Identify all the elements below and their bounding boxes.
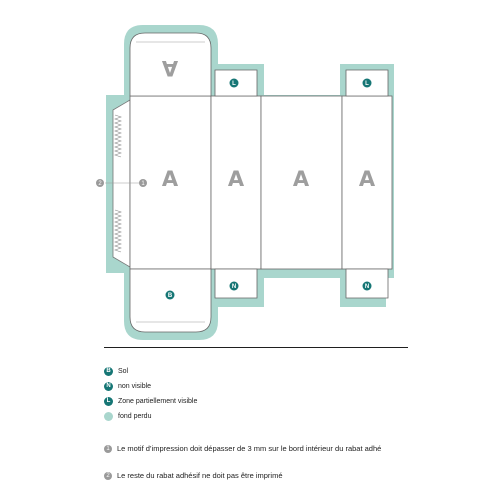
legend-label: Sol — [118, 367, 129, 375]
legend-label: fond perdu — [118, 412, 152, 420]
badge-partial-2: L — [365, 80, 369, 87]
note-number: 2 — [104, 472, 112, 480]
panel-letter-lid: A — [161, 56, 179, 80]
panel-letter-3: A — [292, 167, 310, 191]
note-text: Le motif d’impression doit dépasser de 3 mm sur le bord intérieur du rabat adhé — [117, 444, 382, 453]
legend-item-non-visible — [104, 381, 434, 391]
badge-sol: B — [167, 292, 173, 299]
legend-label: non visible — [118, 382, 152, 390]
panel-letter-1: A — [161, 167, 179, 191]
legend-badge: N — [104, 382, 113, 391]
badge-partial-1: L — [232, 80, 236, 87]
callout-1: 1 — [141, 180, 145, 187]
note-text: Le reste du rabat adhésif ne doit pas être imprimé — [117, 471, 283, 480]
note-number: 1 — [104, 445, 112, 453]
panel-letter-2: A — [227, 167, 245, 191]
legend — [104, 366, 434, 426]
legend-item-partial — [104, 396, 434, 406]
panel-letter-4: A — [358, 167, 376, 191]
legend-label: Zone partiellement visible — [118, 397, 198, 405]
badge-non-visible-1: N — [231, 283, 237, 290]
note-item — [104, 443, 408, 454]
badge-non-visible-2: N — [364, 283, 370, 290]
legend-item-sol — [104, 366, 434, 376]
notes — [104, 443, 408, 497]
callout-2: 2 — [98, 180, 102, 187]
note-item — [104, 470, 408, 481]
legend-item-bleed — [104, 411, 434, 421]
separator-line — [104, 347, 408, 348]
legend-badge: B — [104, 367, 113, 376]
legend-badge: L — [104, 397, 113, 406]
bottom-flap — [130, 269, 211, 332]
legend-swatch — [104, 412, 113, 421]
